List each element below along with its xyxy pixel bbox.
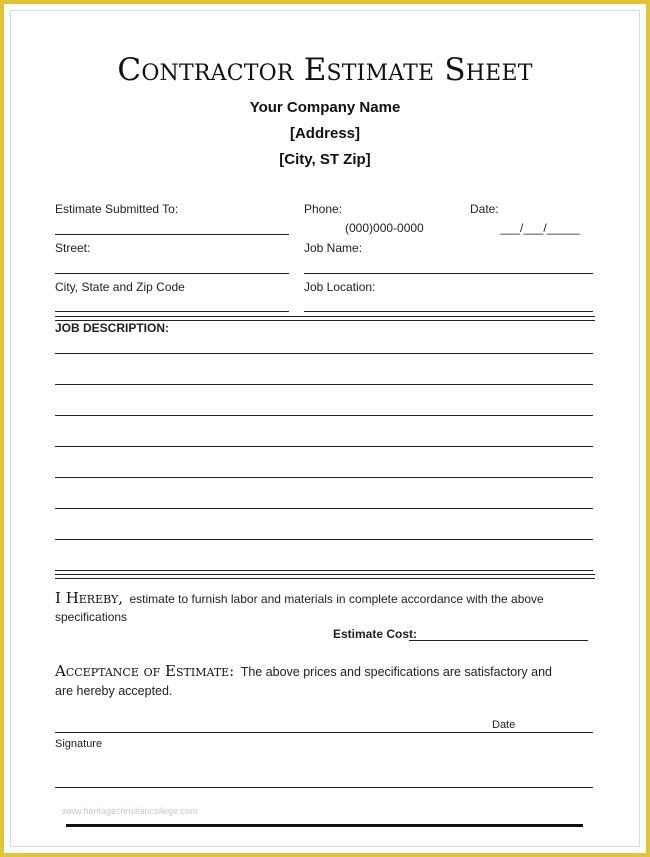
signature-label: Signature [55,738,103,750]
job-description-line[interactable] [55,384,593,385]
hereby-text: estimate to furnish labor and materials in complete accordance with the above [129,592,544,606]
job-name-field[interactable] [304,273,593,274]
company-address: [Address] [289,125,360,142]
job-description-line[interactable] [55,353,593,354]
job-location-field[interactable] [304,311,593,312]
company-city: [City, ST Zip] [279,151,371,168]
acceptance-statement [55,662,552,682]
job-description-line[interactable] [55,539,593,540]
job-description-line[interactable] [55,570,593,571]
signature-field[interactable] [55,787,593,788]
job-description-line[interactable] [55,508,593,509]
estimate-cost-field[interactable] [409,640,588,641]
phone-value: (000)000-0000 [345,221,424,235]
acceptance-lead: Acceptance of Estimate: [55,662,235,680]
estimate-cost-label: Estimate Cost: [333,627,418,641]
hereby-lead: I Hereby, [55,589,124,607]
city-state-zip-field[interactable] [55,311,289,312]
hereby-text-continued: specifications [55,610,128,624]
signature-date-field[interactable] [55,732,593,733]
job-description-line[interactable] [55,415,593,416]
date-signature-label: Date [492,719,516,731]
job-description-line[interactable] [55,477,593,478]
street-field[interactable] [55,273,289,274]
acceptance-text-continued: are hereby accepted. [55,684,173,698]
submitted-to-field[interactable] [55,234,289,235]
job-name-label: Job Name: [304,241,363,255]
phone-label: Phone: [304,202,343,216]
submitted-to-label: Estimate Submitted To: [55,202,179,216]
section-divider [55,574,595,579]
date-label: Date: [470,202,499,216]
footer-bar [66,824,583,827]
street-label: Street: [55,241,91,255]
hereby-statement [55,589,544,609]
company-name: Your Company Name [249,99,401,116]
acceptance-text: The above prices and specifications are satisfactory and [240,665,552,679]
date-value: ___/___/_____ [500,221,581,235]
job-location-label: Job Location: [304,280,376,294]
city-state-zip-label: City, State and Zip Code [55,280,185,294]
job-description-label: JOB DESCRIPTION: [55,321,170,335]
job-description-line[interactable] [55,446,593,447]
watermark-text: www.heritagechristiancollege.com [62,806,198,816]
document-title: Contractor Estimate Sheet [117,52,533,88]
